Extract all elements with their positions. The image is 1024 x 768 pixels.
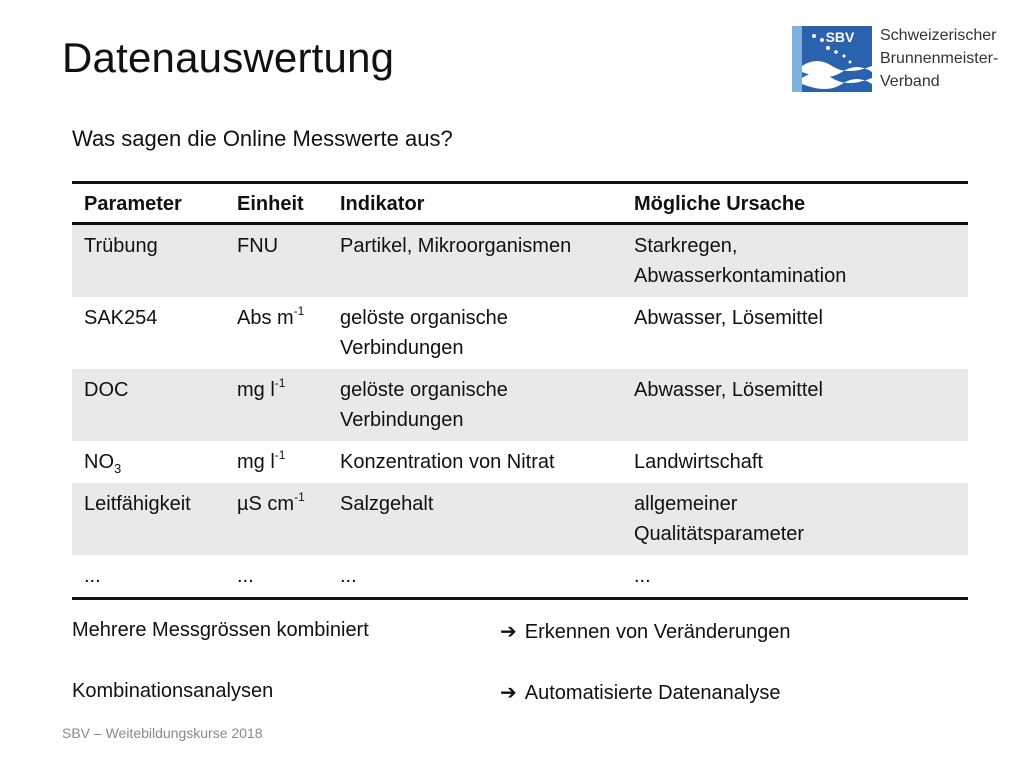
cell-parameter: DOC	[84, 379, 129, 401]
table-header-row	[72, 184, 968, 222]
slide-subtitle: Was sagen die Online Messwerte aus?	[72, 126, 453, 151]
cell-indikator: Salzgehalt	[340, 493, 434, 515]
arrow-right-icon: ➔	[500, 621, 517, 643]
cell-indikator: Partikel, Mikroorganismen	[340, 235, 572, 257]
note-left-2: Kombinationsanalysen	[72, 680, 274, 702]
cell-ursache: Abwasser, Lösemittel	[634, 307, 823, 329]
slide-footer: SBV – Weitebildungskurse 2018	[62, 725, 263, 741]
cell-ursache: Abwasser, Lösemittel	[634, 379, 823, 401]
note-left-1: Mehrere Messgrössen kombiniert	[72, 619, 369, 641]
cell-ursache: Starkregen, Abwasserkontamination	[634, 235, 847, 287]
note-right-1: ➔ Erkennen von Veränderungen	[500, 621, 791, 643]
header-parameter: Parameter	[84, 193, 182, 215]
note-right-2: ➔ Automatisierte Datenanalyse	[500, 682, 781, 704]
cell-indikator: gelöste organische Verbindungen	[340, 379, 508, 431]
cell-indikator: gelöste organische Verbindungen	[340, 307, 508, 359]
cell-parameter: ...	[84, 565, 101, 587]
sbv-logo	[792, 24, 1012, 96]
cell-indikator: ...	[340, 565, 357, 587]
table-row	[72, 483, 968, 555]
logo-line-2: Brunnenmeister-	[880, 50, 999, 67]
cell-parameter: $NO_3$	[84, 451, 122, 476]
logo-text	[880, 24, 998, 93]
cell-ursache: allgemeiner Qualitätsparameter	[634, 493, 805, 545]
table-row	[72, 297, 968, 369]
cell-einheit: FNU	[237, 235, 279, 257]
cell-einheit: µS $cm^{-1}$	[237, 490, 305, 515]
header-einheit: Einheit	[237, 193, 304, 215]
header-ursache: Mögliche Ursache	[634, 193, 806, 215]
logo-line-3: Verband	[880, 73, 940, 90]
cell-ursache: ...	[634, 565, 651, 587]
cell-parameter: Trübung	[84, 235, 158, 257]
logo-line-1: Schweizerischer	[880, 27, 997, 44]
cell-parameter: Leitfähigkeit	[84, 493, 191, 515]
cell-parameter: SAK254	[84, 307, 158, 329]
cell-einheit: Abs $m^{-1}$	[237, 304, 305, 329]
logo-abbr: SBV	[825, 29, 855, 45]
measurement-table	[72, 181, 968, 600]
arrow-right-icon: ➔	[500, 682, 517, 704]
table-rule-bottom	[72, 597, 968, 600]
cell-indikator: Konzentration von Nitrat	[340, 451, 555, 473]
cell-ursache: Landwirtschaft	[634, 451, 763, 473]
table-row	[72, 225, 968, 297]
cell-einheit: ...	[237, 565, 254, 587]
slide-title: Datenauswertung	[62, 34, 395, 81]
header-indikator: Indikator	[340, 193, 425, 215]
table-row	[72, 369, 968, 441]
sbv-logo-icon	[792, 26, 872, 92]
table-row	[72, 555, 968, 597]
cell-einheit: mg $l^{-1}$	[237, 448, 286, 473]
cell-einheit: mg $l^{-1}$	[237, 376, 286, 401]
table-row	[72, 441, 968, 483]
